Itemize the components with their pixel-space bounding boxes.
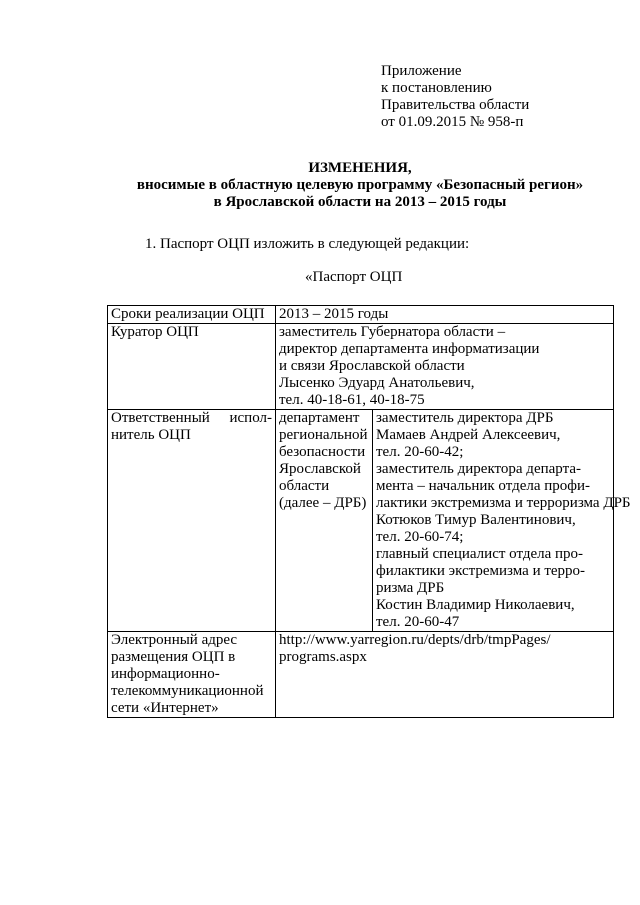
cell-text: тел. 40-18-61, 40-18-75	[279, 392, 425, 408]
cell-text: (далее – ДРБ)	[279, 495, 367, 511]
cell-text: Лысенко Эдуард Анатольевич,	[279, 375, 475, 391]
cell-text: директор департамента информатизации	[279, 341, 540, 357]
cell-text: главный специалист отдела про-	[376, 546, 584, 562]
row-value-cell	[276, 306, 614, 324]
cell-text: телекоммуникационной	[111, 683, 264, 699]
cell-text: Ответственный испол-	[111, 410, 272, 426]
cell-text: Костин Владимир Николаевич,	[376, 597, 575, 613]
cell-text: заместитель директора департа-	[376, 461, 581, 477]
row-value-cell	[276, 632, 614, 718]
cell-text: размещения ОЦП в	[111, 649, 236, 665]
cell-text: лактики экстремизма и терроризма ДРБ	[376, 495, 631, 511]
cell-text: тел. 20-60-74;	[376, 529, 464, 545]
title-line: в Ярославской области на 2013 – 2015 годы	[213, 194, 507, 210]
cell-text: и связи Ярославской области	[279, 358, 465, 374]
title-line: ИЗМЕНЕНИЯ,	[308, 160, 412, 176]
department-cell	[276, 410, 373, 632]
cell-text: нитель ОЦП	[111, 427, 191, 443]
cell-text: мента – начальник отдела профи-	[376, 478, 591, 494]
cell-text: департамент	[279, 410, 360, 426]
annex-line: к постановлению	[381, 80, 492, 96]
cell-text: Мамаев Андрей Алексеевич,	[376, 427, 561, 443]
cell-text: региональной	[279, 427, 368, 443]
cell-text: заместитель директора ДРБ	[376, 410, 554, 426]
row-label-cell	[108, 410, 276, 632]
title-line: вносимые в областную целевую программу «Безопасный регион»	[136, 177, 584, 193]
cell-text: филактики экстремизма и терро-	[376, 563, 586, 579]
cell-text: тел. 20-60-42;	[376, 444, 464, 460]
cell-text: безопасности	[279, 444, 366, 460]
cell-text: Котюков Тимур Валентинович,	[376, 512, 576, 528]
cell-text: сети «Интернет»	[111, 700, 219, 716]
annex-block	[381, 63, 621, 131]
row-label-cell	[108, 324, 276, 410]
cell-text: тел. 20-60-47	[376, 614, 460, 630]
program-url-continued: programs.aspx	[279, 649, 367, 665]
passport-table	[107, 305, 631, 718]
cell-text: Сроки реализации ОЦП	[111, 306, 265, 322]
row-label-cell	[108, 306, 276, 324]
cell-text: 2013 – 2015 годы	[279, 306, 389, 322]
table-row	[108, 632, 614, 718]
cell-text: Ярославской	[279, 461, 361, 477]
document-title	[100, 160, 620, 211]
item-1-paragraph: 1. Паспорт ОЦП изложить в следующей редакции:	[145, 236, 470, 252]
row-value-cell	[276, 324, 614, 410]
cell-text: информационно-	[111, 666, 220, 682]
annex-line: Приложение	[381, 63, 462, 79]
row-label-cell	[108, 632, 276, 718]
cell-text: Электронный адрес	[111, 632, 238, 648]
passport-heading: «Паспорт ОЦП	[305, 269, 403, 285]
cell-text: области	[279, 478, 330, 494]
program-url: http://www.yarregion.ru/depts/drb/tmpPages/	[279, 632, 551, 648]
annex-line: Правительства области	[381, 97, 530, 113]
table-row	[108, 306, 614, 324]
cell-text: ризма ДРБ	[376, 580, 445, 596]
cell-text: Куратор ОЦП	[111, 324, 199, 340]
annex-line: от 01.09.2015 № 958-п	[381, 114, 524, 130]
cell-text: заместитель Губернатора области –	[279, 324, 506, 340]
table-row	[108, 324, 614, 410]
table-row	[108, 410, 614, 632]
contacts-cell	[373, 410, 631, 632]
